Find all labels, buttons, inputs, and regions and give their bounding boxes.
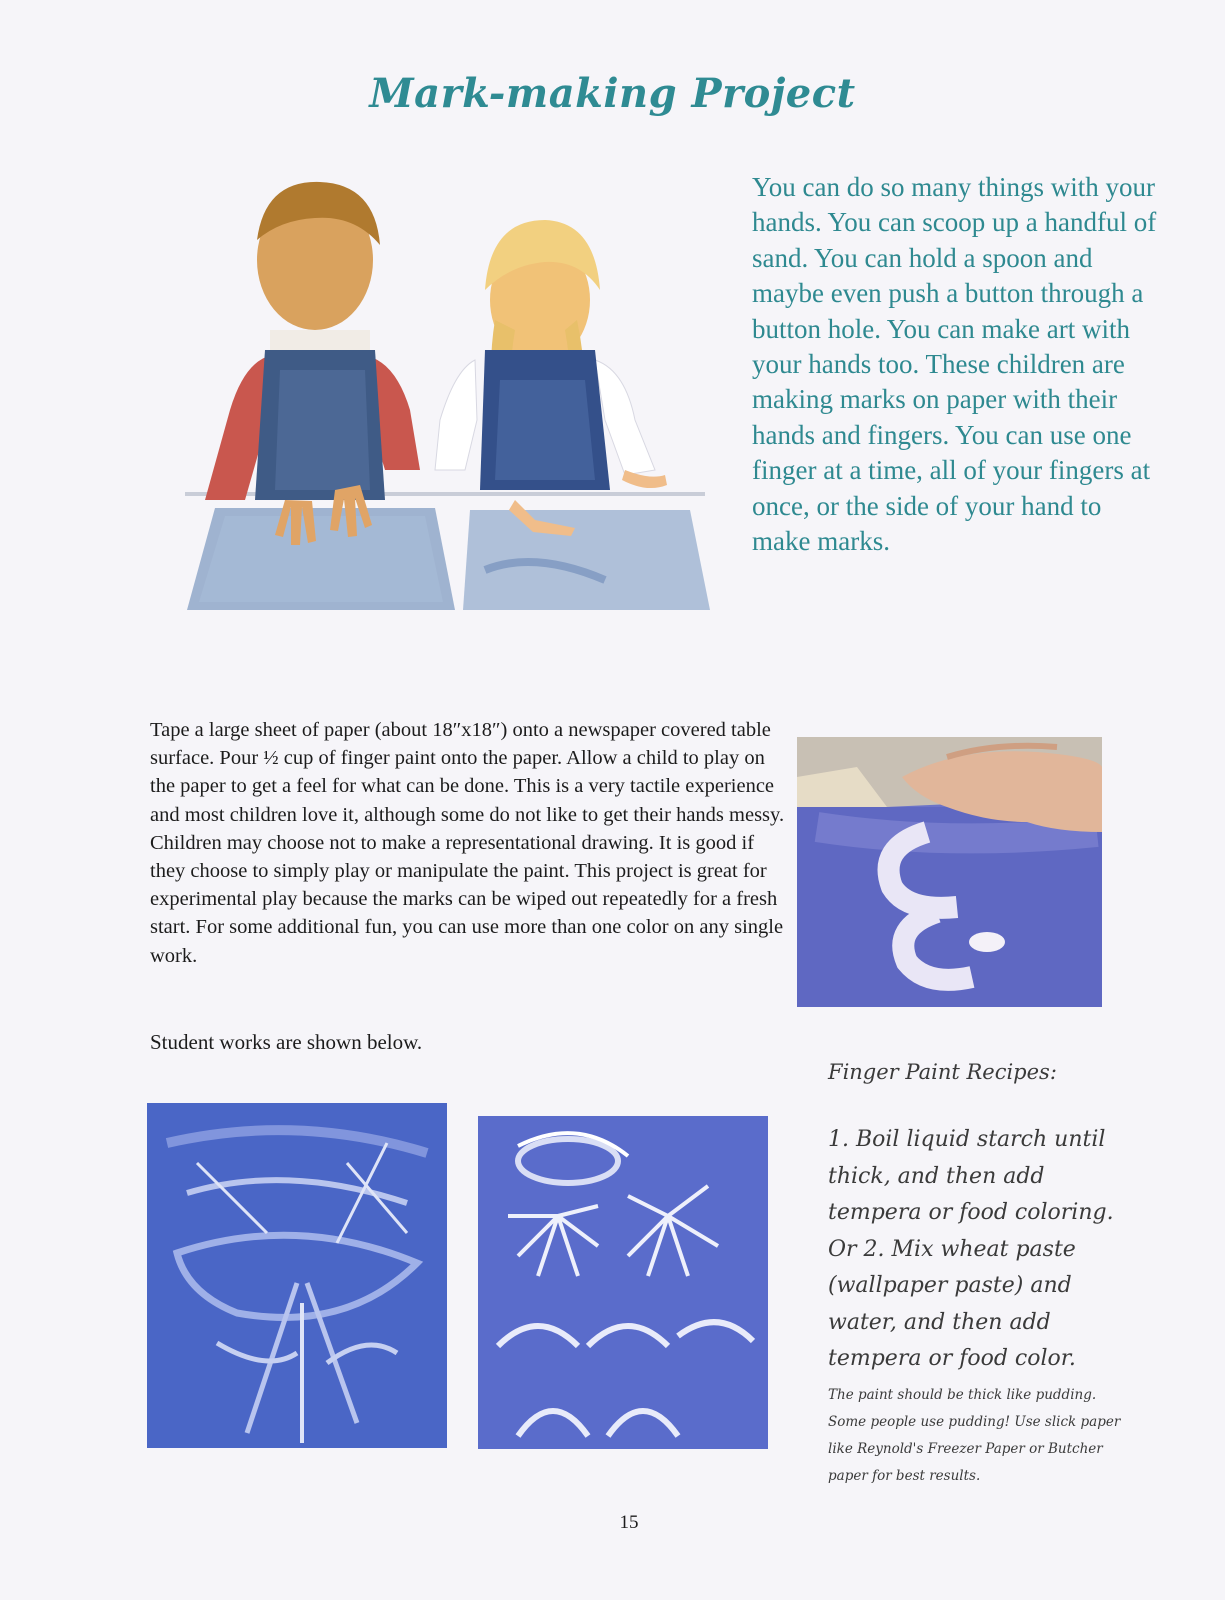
- instructions-paragraph: Tape a large sheet of paper (about 18″x18″) onto a newspaper covered table surface. Pour ½ cup of finger paint onto the paper. Allow a child to play on the paper to get a feel for what can be done. This is a very tactile experience and most children love it, although some do not like to get their hands messy. Children may choose not to make a representational drawing. It is good if they choose to simply play or manipulate the paint. This project is great for experimental play because the marks can be wiped out repeatedly for a fresh start. For some additional fun, you can use more than one color on any single work.: [150, 719, 785, 967]
- children-painting-image: [185, 170, 725, 640]
- student-work-1-image: [147, 1103, 447, 1448]
- children-illustration: [185, 170, 725, 640]
- recipe-step-1: 1. Boil liquid starch until thick, and then add tempera or food coloring.: [828, 1127, 1114, 1225]
- student-work-1: [147, 1103, 447, 1448]
- student-work-2-image: [478, 1116, 768, 1449]
- hand-painting-image: [797, 737, 1102, 1007]
- student-work-2: [478, 1116, 768, 1449]
- page-title: Mark-making Project: [369, 70, 856, 117]
- recipe-step-2: Or 2. Mix wheat paste (wallpaper paste) and water, and then add tempera or food color.: [828, 1236, 1076, 1371]
- recipes-note: The paint should be thick like pudding. Some people use pudding! Use slick paper like Reynold's Freezer Paper or Butcher paper for best results.: [828, 1386, 1121, 1484]
- student-works-caption: Student works are shown below.: [150, 1030, 423, 1054]
- hand-painting-photo: [797, 737, 1102, 1007]
- recipes-heading: Finger Paint Recipes:: [828, 1060, 1057, 1084]
- intro-paragraph: You can do so many things with your hands. You can scoop up a handful of sand. You can hold a spoon and maybe even push a button through a button hole. You can make art with your hands too. These children are making marks on paper with their hands and fingers. You can use one finger at a time, all of your fingers at once, or the side of your hand to make marks.: [752, 172, 1157, 557]
- page-number: 15: [619, 1512, 639, 1533]
- finger-paint-recipes: [828, 1060, 1128, 1490]
